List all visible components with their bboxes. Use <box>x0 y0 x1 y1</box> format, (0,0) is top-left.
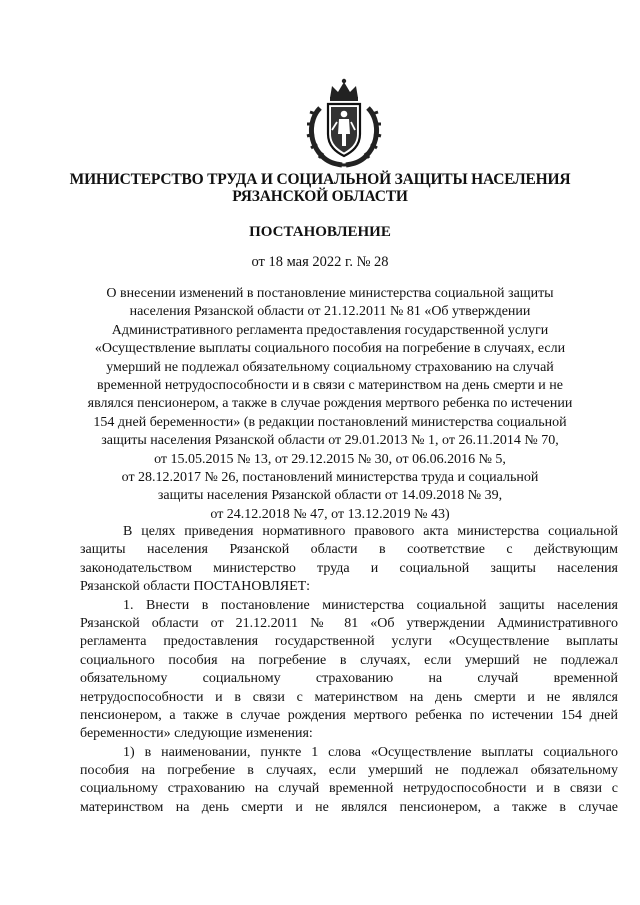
title-line: временной нетрудоспособности и в связи с материнством на день смерти и не <box>97 378 563 394</box>
document-date-number: от 18 мая 2022 г. № 28 <box>251 254 389 270</box>
body-line: В целях приведения нормативного правового акта министерства социальной <box>123 524 618 539</box>
ministry-name-line1: МИНИСТЕРСТВО ТРУДА И СОЦИАЛЬНОЙ ЗАЩИТЫ НАСЕЛЕНИЯ <box>69 171 571 188</box>
body-line: нетрудоспособности и в связи с материнством на день смерти и не являлся <box>80 689 618 705</box>
title-line: являлся пенсионером, а также в случае рождения мертвого ребенка по истечении <box>87 396 573 412</box>
body-line: 1) в наименовании, пункте 1 слова «Осуществление выплаты социального <box>123 744 618 760</box>
body-line: пенсионером, а также в случае рождения мертвого ребенка по истечении 154 дней <box>80 707 618 723</box>
body-line: социальному страхованию на случай временной нетрудоспособности и в связи с <box>80 781 618 797</box>
body-line: защиты населения Рязанской области в соответствие с действующим <box>80 542 618 558</box>
title-line: от 24.12.2018 № 47, от 13.12.2019 № 43) <box>210 506 450 522</box>
body-line: обязательному социальному страхованию на случай временной <box>80 671 618 687</box>
body-line: законодательством министерство труда и социальной защиты населения <box>80 560 618 576</box>
body-line: регламента предоставления государственной услуги «Осуществление выплаты <box>80 634 618 650</box>
coat-of-arms-ryazan-icon <box>302 78 386 170</box>
title-line: О внесении изменений в постановление министерства социальной защиты <box>106 286 554 301</box>
title-line: 154 дней беременности» (в редакции постановлений министерства социальной <box>93 414 567 430</box>
body-line: Рязанской области ПОСТАНОВЛЯЕТ: <box>80 579 311 595</box>
title-line: «Осуществление выплаты социального пособия на погребение в случаях, если <box>94 341 566 357</box>
decree-body <box>80 523 618 817</box>
title-line: от 28.12.2017 № 26, постановлений министерства труда и социальной <box>121 470 539 486</box>
document-type: ПОСТАНОВЛЕНИЕ <box>249 224 391 240</box>
ministry-name-line2: РЯЗАНСКОЙ ОБЛАСТИ <box>232 188 408 205</box>
body-line: пособия на погребение в случаях, если умерший не подлежал обязательному <box>80 763 618 779</box>
body-line: социального пособия на погребение в случаях, если умерший не подлежал <box>80 652 618 668</box>
body-line: 1. Внести в постановление министерства социальной защиты населения <box>123 597 618 613</box>
title-line: от 15.05.2015 № 13, от 29.12.2015 № 30, от 06.06.2016 № 5, <box>154 451 506 467</box>
title-line: умерший не подлежал обязательному социальному страхованию на случай <box>106 359 554 375</box>
body-line: Рязанской области от 21.12.2011 № 81 «Об утверждении Административного <box>80 615 618 631</box>
title-line: Административного регламента предоставления государственной услуги <box>111 322 549 338</box>
title-line: защиты населения Рязанской области от 14.09.2018 № 39, <box>157 488 503 504</box>
title-line: защиты населения Рязанской области от 29.01.2013 № 1, от 26.11.2014 № 70, <box>101 433 559 449</box>
body-line: беременности» следующие изменения: <box>80 726 313 742</box>
decree-title <box>80 285 580 524</box>
title-line: населения Рязанской области от 21.12.2011 № 81 «Об утверждении <box>129 304 531 320</box>
body-line: материнством на день смерти и не являлся пенсионером, а также в случае <box>80 799 618 815</box>
